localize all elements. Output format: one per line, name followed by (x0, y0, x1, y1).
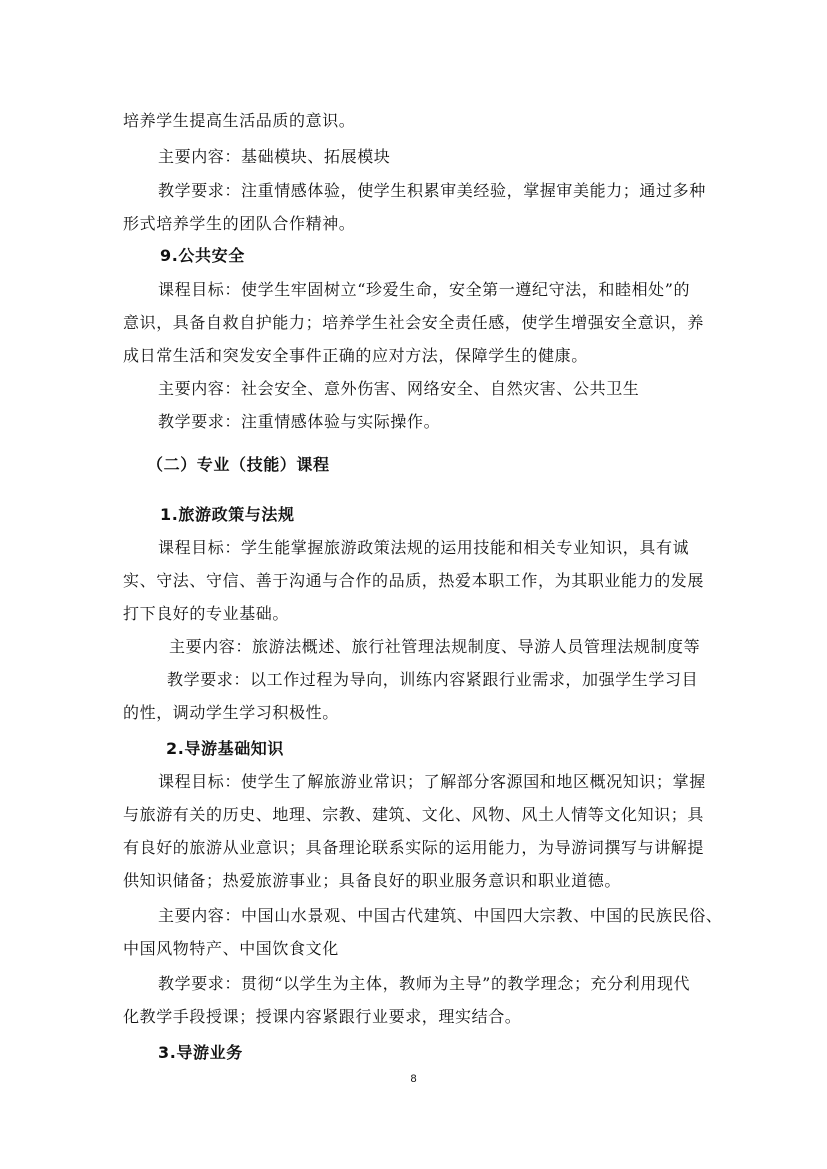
text-line: 的性，调动学生学习积极性。 (123, 703, 339, 722)
text-line: 中国风物特产、中国饮食文化 (123, 939, 339, 958)
text-line: 教学要求：贯彻“以学生为主体，教师为主导”的教学理念；充分利用现代 (158, 974, 691, 993)
text-line: 课程目标：使学生了解旅游业常识；了解部分客源国和地区概况知识；掌握 (158, 772, 706, 791)
text-line: 打下良好的专业基础。 (123, 604, 290, 623)
section-heading: 3.导游业务 (158, 1043, 243, 1062)
text-line: 教学要求：以工作过程为导向，训练内容紧跟行业需求，加强学生学习目 (167, 670, 699, 689)
text-line: 教学要求：注重情感体验与实际操作。 (158, 412, 441, 431)
text-line: 课程目标：使学生牢固树立“珍爱生命，安全第一遵纪守法，和睦相处”的 (158, 280, 691, 299)
section-heading: 9.公共安全 (160, 246, 245, 265)
text-line: 成日常生活和突发安全事件正确的应对方法，保障学生的健康。 (123, 346, 588, 365)
text-line: 主要内容：基础模块、拓展模块 (158, 147, 391, 166)
text-line: 课程目标：学生能掌握旅游政策法规的运用技能和相关专业知识，具有诚 (158, 538, 690, 557)
section-heading: 2.导游基础知识 (166, 739, 285, 758)
text-line: 培养学生提高生活品质的意识。 (123, 111, 356, 130)
text-line: 实、守法、守信、善于沟通与合作的品质，热爱本职工作，为其职业能力的发展 (123, 571, 705, 590)
text-line: 形式培养学生的团队合作精神。 (123, 214, 356, 233)
text-line: 意识，具备自救自护能力；培养学生社会安全责任感，使学生增强安全意识，养 (123, 313, 705, 332)
text-line: 主要内容：社会安全、意外伤害、网络安全、自然灾害、公共卫生 (158, 379, 640, 398)
text-line: 主要内容：中国山水景观、中国古代建筑、中国四大宗教、中国的民族民俗、 (158, 906, 723, 925)
text-line: 化教学手段授课；授课内容紧跟行业要求，理实结合。 (123, 1007, 522, 1026)
text-line: 与旅游有关的历史、地理、宗教、建筑、文化、风物、风土人情等文化知识；具 (123, 805, 705, 824)
page-number: 8 (410, 1073, 417, 1085)
text-line: 主要内容：旅游法概述、旅行社管理法规制度、导游人员管理法规制度等 (169, 637, 701, 656)
section-heading: 1.旅游政策与法规 (160, 505, 295, 524)
chapter-heading: （二）专业（技能）课程 (147, 455, 330, 474)
text-line: 有良好的旅游从业意识；具备理论联系实际的运用能力，为导游词撰写与讲解提 (123, 838, 705, 857)
text-line: 教学要求：注重情感体验，使学生积累审美经验，掌握审美能力；通过多种 (158, 181, 706, 200)
text-line: 供知识储备；热爱旅游事业；具备良好的职业服务意识和职业道德。 (123, 871, 622, 890)
